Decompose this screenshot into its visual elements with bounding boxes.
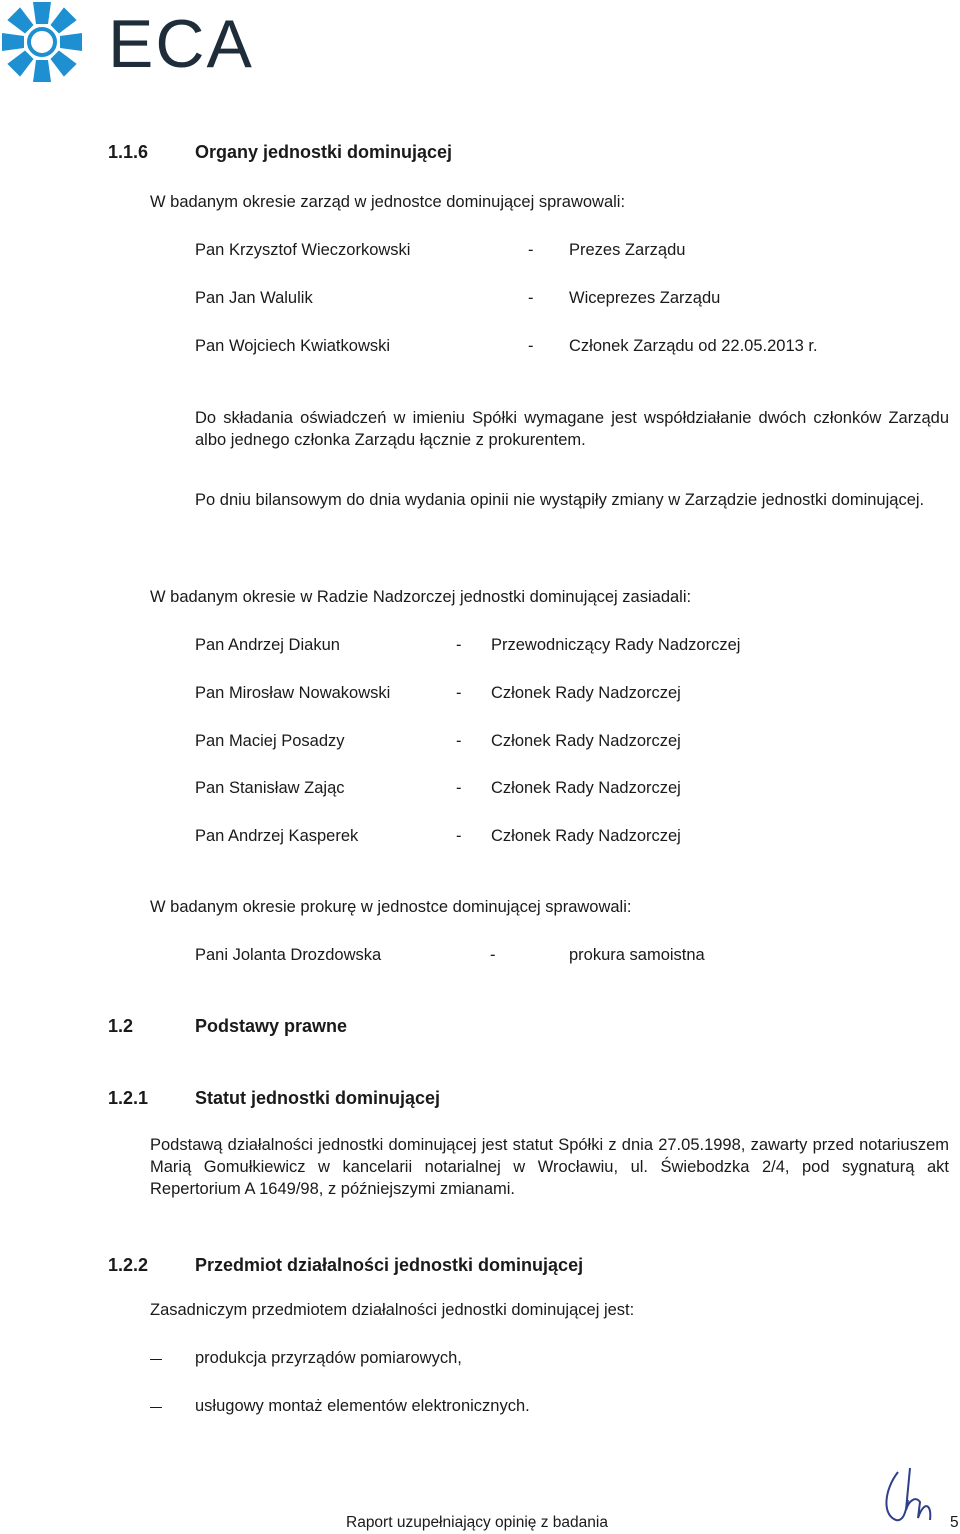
supervisory-member-role: Członek Rady Nadzorczej	[491, 779, 681, 797]
proxy-name: Pani Jolanta Drozdowska	[195, 946, 382, 964]
supervisory-intro: W badanym okresie w Radzie Nadzorczej jednostki dominującej zasiadali:	[150, 588, 692, 606]
section-title: Organy jednostki dominującej	[195, 142, 453, 162]
supervisory-member-role: Członek Rady Nadzorczej	[491, 732, 681, 750]
supervisory-member-name: Pan Andrzej Diakun	[195, 636, 340, 654]
logo-wordmark: ECA	[108, 6, 254, 82]
board-dash: -	[528, 337, 534, 355]
supervisory-member-name: Pan Andrzej Kasperek	[195, 827, 359, 845]
supervisory-member-name: Pan Maciej Posadzy	[195, 732, 345, 750]
activity-intro: Zasadniczym przedmiotem działalności jednostki dominującej jest:	[150, 1301, 635, 1319]
signature-icon	[876, 1460, 946, 1530]
list-bullet-dash	[150, 1359, 162, 1360]
supervisory-member-role: Przewodniczący Rady Nadzorczej	[491, 636, 741, 654]
board-intro: W badanym okresie zarząd w jednostce dominującej sprawowali:	[150, 193, 626, 211]
supervisory-member-name: Pan Mirosław Nowakowski	[195, 684, 391, 702]
proxy-role: prokura samoistna	[569, 946, 705, 964]
list-bullet-dash	[150, 1407, 162, 1408]
page-number: 5	[950, 1514, 959, 1531]
board-member-name: Pan Wojciech Kwiatkowski	[195, 337, 391, 355]
board-member-role: Członek Zarządu od 22.05.2013 r.	[569, 337, 818, 355]
section-number: 1.1.6	[108, 142, 149, 162]
proxy-intro: W badanym okresie prokurę w jednostce dominującej sprawowali:	[150, 898, 632, 916]
footer-report-title: Raport uzupełniający opinię z badania	[346, 1514, 608, 1531]
supervisory-dash: -	[456, 732, 462, 750]
activity-list-item: usługowy montaż elementów elektronicznych.	[195, 1397, 530, 1415]
post-balance-paragraph: Po dniu bilansowym do dnia wydania opinii nie wystąpiły zmiany w Zarządzie jednostki dominującej.	[195, 491, 925, 509]
representation-paragraph: Do składania oświadczeń w imieniu Spółki wymagane jest współdziałanie dwóch członków Zarządu albo jednego członka Zarządu łącznie z prokurentem.	[195, 409, 949, 449]
supervisory-dash: -	[456, 636, 462, 654]
supervisory-member-name: Pan Stanisław Zając	[195, 779, 345, 797]
board-member-role: Prezes Zarządu	[569, 241, 686, 259]
proxy-dash: -	[490, 946, 496, 964]
section-title: Statut jednostki dominującej	[195, 1088, 441, 1108]
supervisory-member-role: Członek Rady Nadzorczej	[491, 684, 681, 702]
section-title: Przedmiot działalności jednostki dominującej	[195, 1255, 584, 1275]
supervisory-member-role: Członek Rady Nadzorczej	[491, 827, 681, 845]
statute-paragraph: Podstawą działalności jednostki dominującej jest statut Spółki z dnia 27.05.1998, zawarty przed notariuszem Marią Gomułkiewicz w kancelarii notarialnej w Wrocławiu, ul. Świebodzka 2/4, pod sygnaturą akt Repertorium A 1649/98, z późniejszymi zmianami.	[150, 1136, 949, 1198]
board-dash: -	[528, 289, 534, 307]
board-member-name: Pan Krzysztof Wieczorkowski	[195, 241, 411, 259]
supervisory-dash: -	[456, 779, 462, 797]
section-number: 1.2.1	[108, 1088, 149, 1108]
board-dash: -	[528, 241, 534, 259]
activity-list-item: produkcja przyrządów pomiarowych,	[195, 1349, 462, 1367]
section-number: 1.2.2	[108, 1255, 149, 1275]
section-number: 1.2	[108, 1016, 134, 1036]
board-member-name: Pan Jan Walulik	[195, 289, 313, 307]
section-title: Podstawy prawne	[195, 1016, 348, 1036]
supervisory-dash: -	[456, 827, 462, 845]
supervisory-dash: -	[456, 684, 462, 702]
board-member-role: Wiceprezes Zarządu	[569, 289, 721, 307]
